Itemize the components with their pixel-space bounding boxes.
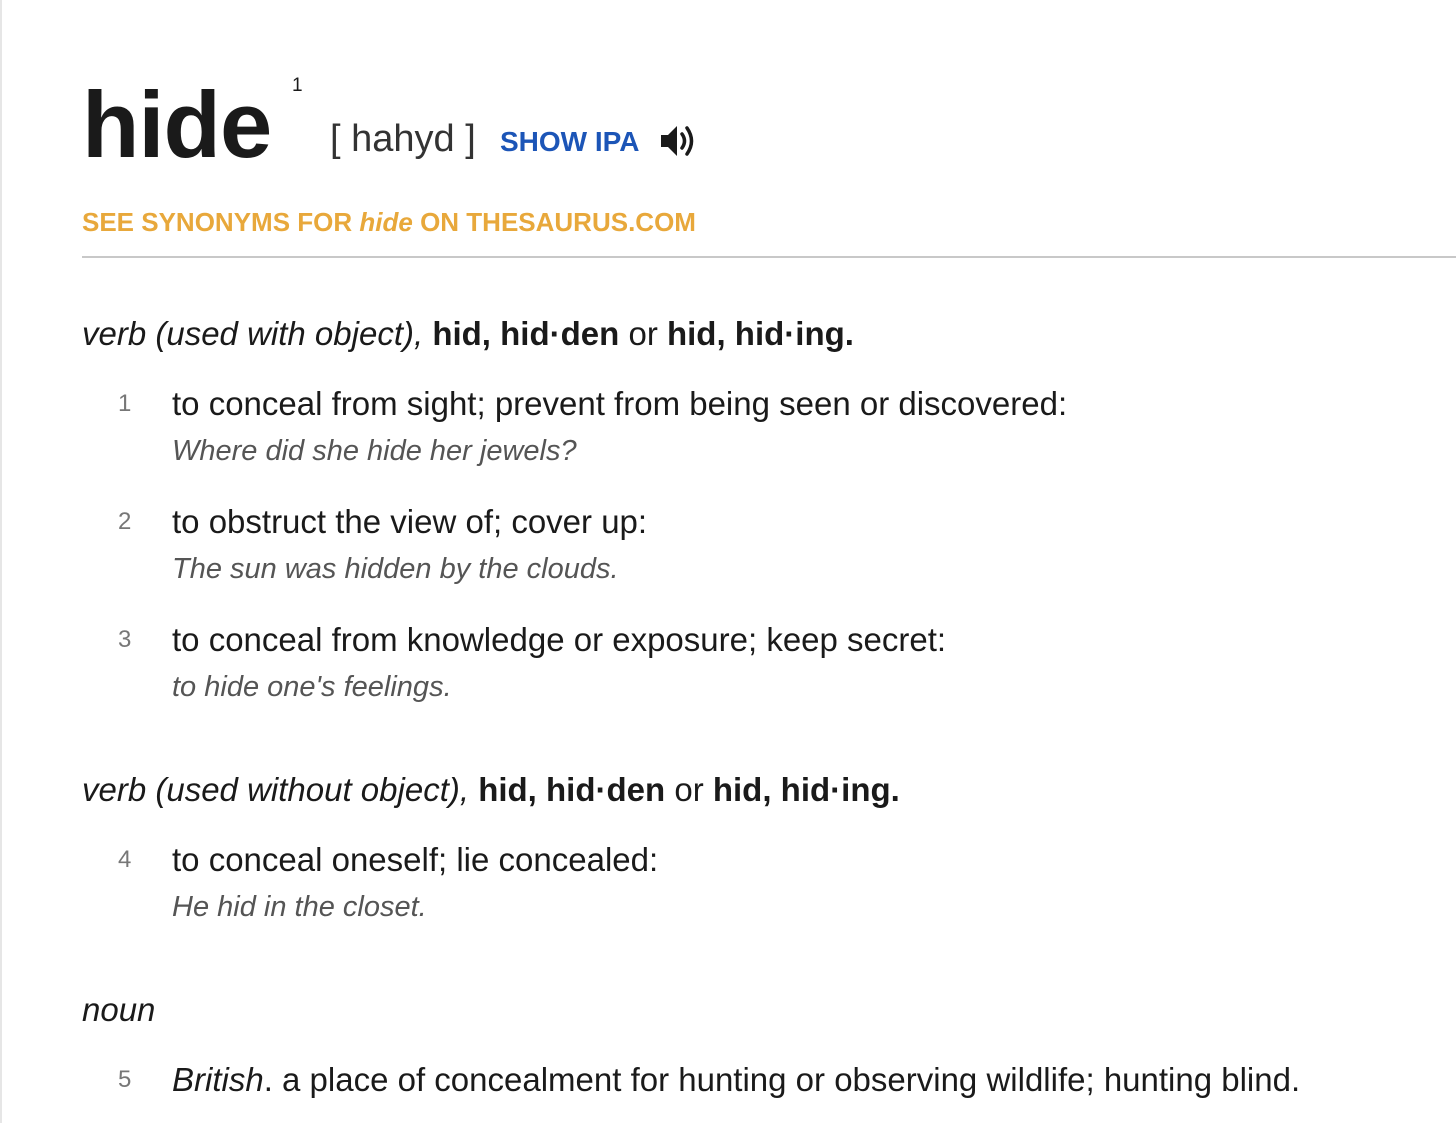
thesaurus-link[interactable] [82, 205, 696, 239]
pos-verb-intransitive [82, 768, 900, 812]
pos-label: verb (used without object), [82, 771, 470, 808]
definition-number: 3 [118, 626, 132, 653]
speaker-icon[interactable] [657, 121, 701, 161]
definition-body: . a place of concealment for hunting or observing wildlife; hunting blind. [263, 1061, 1301, 1098]
divider [82, 256, 1456, 258]
definition-text: to conceal oneself; lie concealed: [172, 841, 659, 878]
inflection-or: or [628, 315, 658, 352]
definition-number: 4 [118, 846, 132, 873]
thesaurus-prefix: SEE SYNONYMS FOR [82, 207, 360, 237]
definition-number: 2 [118, 508, 132, 535]
definition-number: 1 [118, 390, 132, 417]
definition-example: He hid in the closet. [172, 891, 427, 923]
inflection-forms: hid, hid·den [432, 315, 620, 352]
show-ipa-button[interactable]: SHOW IPA [500, 126, 640, 157]
thesaurus-word: hide [359, 207, 413, 237]
entry-header [82, 70, 1382, 180]
pos-noun [82, 988, 155, 1032]
inflection-forms: hid, hid·ing. [712, 771, 900, 808]
definition-example: Where did she hide her jewels? [172, 435, 577, 467]
definition-text: to conceal from sight; prevent from being seen or discovered: [172, 385, 1068, 422]
speaker-icon-graphic [657, 121, 701, 161]
headword: hide [82, 72, 272, 177]
definition-text: to conceal from knowledge or exposure; keep secret: [172, 621, 947, 658]
pos-label: verb (used with object), [82, 315, 424, 352]
page-edge [0, 0, 2, 1123]
definition-example: to hide one's feelings. [172, 671, 452, 703]
pos-verb-transitive [82, 312, 854, 356]
definition-text: to obstruct the view of; cover up: [172, 503, 648, 540]
definition-text [172, 1060, 1300, 1100]
inflection-or: or [674, 771, 704, 808]
pronunciation: [ hahyd ] [330, 118, 476, 160]
pos-label: noun [82, 991, 156, 1028]
homograph-number: 1 [292, 75, 303, 96]
thesaurus-suffix: ON THESAURUS.COM [412, 207, 696, 237]
usage-label: British [172, 1061, 264, 1098]
inflection-forms: hid, hid·ing. [666, 315, 854, 352]
definition-number: 5 [118, 1066, 132, 1093]
inflection-forms: hid, hid·den [478, 771, 666, 808]
definition-example: The sun was hidden by the clouds. [172, 553, 619, 585]
